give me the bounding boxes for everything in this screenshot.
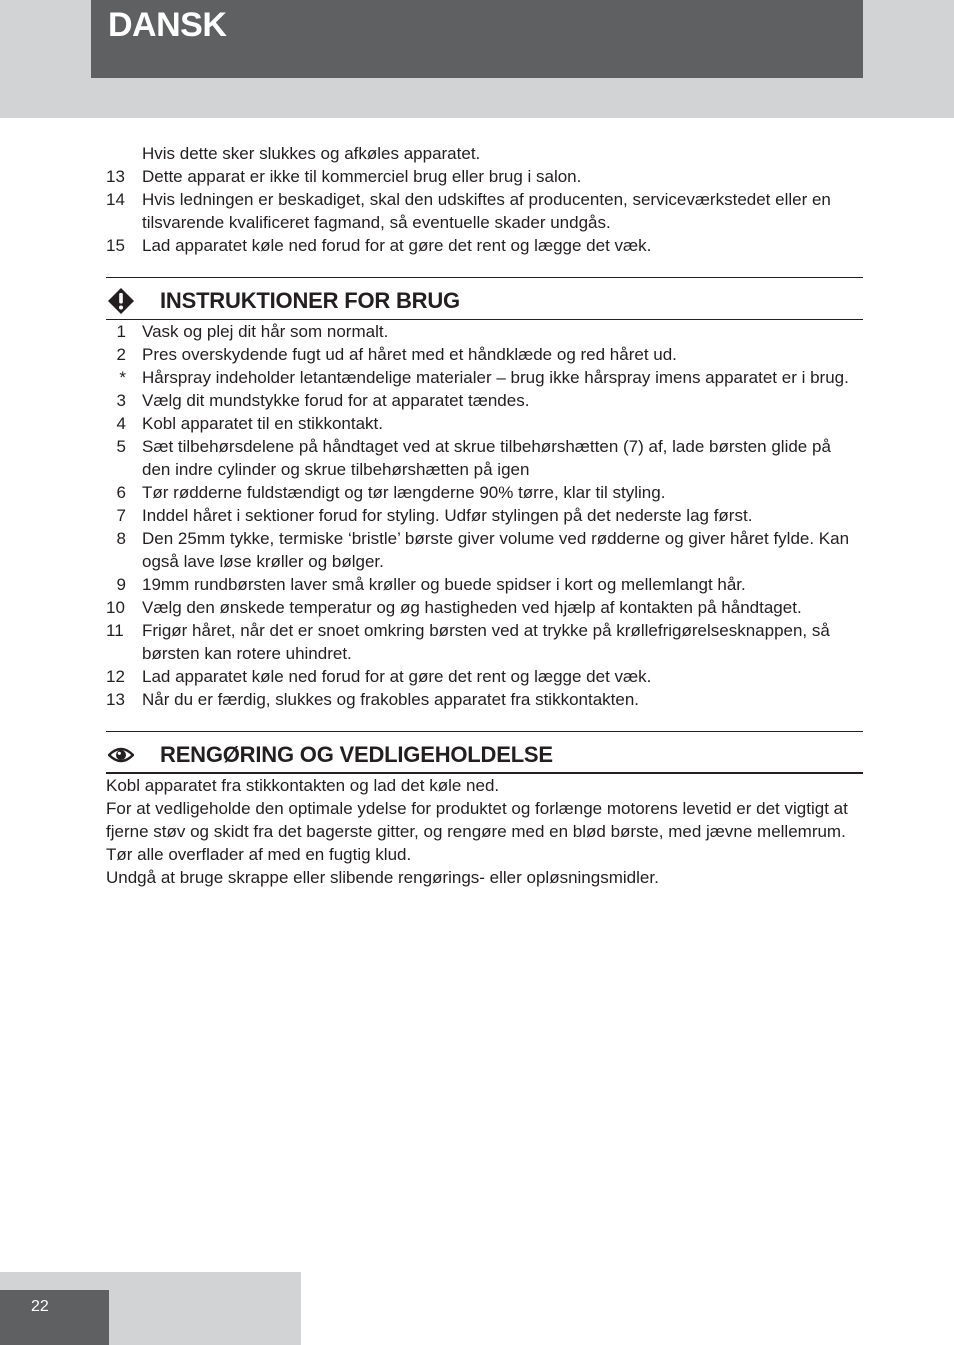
paragraph: Undgå at bruge skrappe eller slibende rengørings- eller opløsningsmidler. (106, 868, 659, 887)
item-number: 4 (116, 414, 126, 433)
instructions-list (106, 320, 863, 711)
list-item (106, 389, 863, 412)
item-number: 9 (116, 575, 126, 594)
section-heading (106, 731, 863, 774)
item-number: 14 (106, 190, 125, 209)
item-number: 13 (106, 167, 125, 186)
list-item (106, 188, 863, 234)
item-number: 11 (106, 621, 124, 640)
item-text: Dette apparat er ikke til kommerciel brug eller brug i salon. (142, 167, 582, 186)
main-content (106, 142, 863, 889)
list-item (106, 527, 863, 573)
list-item (106, 435, 863, 481)
intro-list (106, 142, 863, 257)
item-text: Den 25mm tykke, termiske ‘bristle’ børste giver volume ved rødderne og giver håret fylde. Kan også lave løse krøller og bølger. (142, 529, 850, 571)
list-item (106, 366, 863, 389)
instructions-section (106, 277, 863, 711)
item-text: Tør rødderne fuldstændigt og tør længderne 90% tørre, klar til styling. (142, 483, 666, 502)
item-number: 7 (116, 506, 126, 525)
section-title: RENGØRING OG VEDLIGEHOLDELSE (160, 742, 553, 767)
item-text: Inddel håret i sektioner forud for styling. Udfør stylingen på det nederste lag først. (142, 506, 753, 525)
item-text: Vælg den ønskede temperatur og øg hastigheden ved hjælp af kontakten på håndtaget. (142, 598, 802, 617)
item-number: 6 (116, 483, 126, 502)
item-text: Pres overskydende fugt ud af håret med et håndklæde og red håret ud. (142, 345, 677, 364)
paragraph: Kobl apparatet fra stikkontakten og lad det køle ned. (106, 776, 500, 795)
list-item (106, 619, 863, 665)
list-item (106, 165, 863, 188)
item-number: 15 (106, 236, 125, 255)
list-item (106, 343, 863, 366)
item-text: Vask og plej dit hår som normalt. (142, 322, 389, 341)
item-number: 3 (116, 391, 126, 410)
item-text: 19mm rundbørsten laver små krøller og buede spidser i kort og mellemlangt hår. (142, 575, 746, 594)
item-number: 12 (106, 667, 125, 686)
eye-icon (108, 742, 134, 768)
list-item (106, 596, 863, 619)
item-text: Sæt tilbehørsdelene på håndtaget ved at skrue tilbehørshætten (7) af, lade børsten glide på den indre cylinder og skrue tilbehørshætten på igen (142, 437, 831, 479)
exclamation-diamond-icon (108, 288, 134, 314)
paragraph: For at vedligeholde den optimale ydelse for produktet og forlænge motorens levetid er det vigtigt at fjerne støv og skidt fra det bagerste gitter, og rengøre med en blød børste, med jævne mellemrum. (106, 799, 848, 841)
list-item (106, 412, 863, 435)
item-number: 8 (116, 529, 126, 548)
item-number: 10 (106, 598, 125, 617)
item-text: Hvis ledningen er beskadiget, skal den udskiftes af producenten, serviceværkstedet eller en tilsvarende kvalificeret fagmand, så eventuelle skader undgås. (142, 190, 831, 232)
list-item (106, 688, 863, 711)
item-number: * (119, 368, 126, 387)
page-number: 22 (31, 1298, 49, 1315)
list-item (106, 234, 863, 257)
item-text: Vælg dit mundstykke forud for at apparatet tændes. (142, 391, 530, 410)
item-text: Lad apparatet køle ned forud for at gøre det rent og lægge det væk. (142, 667, 652, 686)
item-text: Hårspray indeholder letantændelige materialer – brug ikke hårspray imens apparatet er i brug. (142, 368, 849, 387)
page-language-title: DANSK (108, 6, 227, 44)
list-item (106, 142, 863, 165)
section-heading (106, 277, 863, 320)
paragraph: Tør alle overflader af med en fugtig klud. (106, 845, 412, 864)
list-item (106, 320, 863, 343)
footer-box (0, 1290, 109, 1345)
header-box (91, 0, 863, 78)
item-number: 1 (116, 322, 126, 341)
list-item (106, 504, 863, 527)
section-title: INSTRUKTIONER FOR BRUG (160, 288, 460, 313)
item-number: 13 (106, 690, 125, 709)
list-item (106, 481, 863, 504)
item-text: Når du er færdig, slukkes og frakobles apparatet fra stikkontakten. (142, 690, 640, 709)
cleaning-section (106, 731, 863, 889)
item-number: 2 (116, 345, 126, 364)
item-text: Frigør håret, når det er snoet omkring børsten ved at trykke på krøllefrigørelsesknappen, så børsten kan rotere uhindret. (142, 621, 830, 663)
item-text: Hvis dette sker slukkes og afkøles apparatet. (142, 144, 481, 163)
list-item (106, 665, 863, 688)
item-number: 5 (116, 437, 126, 456)
item-text: Lad apparatet køle ned forud for at gøre det rent og lægge det væk. (142, 236, 652, 255)
list-item (106, 573, 863, 596)
item-text: Kobl apparatet til en stikkontakt. (142, 414, 383, 433)
